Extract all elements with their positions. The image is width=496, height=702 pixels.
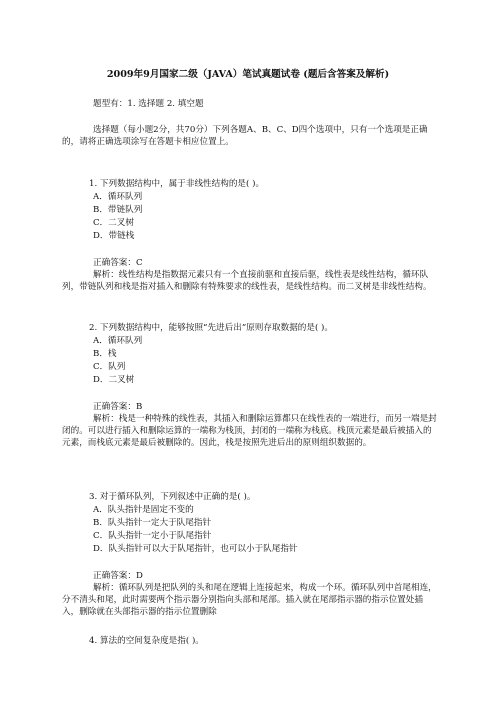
section-intro: 选择题（每小题2分，共70分）下列各题A、B、C、D四个选项中，只有一个选项是正确的，请将正确选项涂写在答题卡相应位置上。 <box>62 125 428 148</box>
question-3-option-d: D．队头指针可以大于队尾指针，也可以小于队尾指针 <box>93 544 298 554</box>
question-2-answer: 正确答案：B <box>93 402 143 412</box>
question-2-stem: 2. 下列数据结构中，能够按照“先进后出”原则存取数据的是( )。 <box>89 323 333 333</box>
question-3-explanation: 解析：循环队列是把队列的头和尾在逻辑上连接起来，构成一个环。循环队列中首尾相连，分不清头和尾，此时需要两个指示器分别指向头部和尾部。插入就在尾部指示器的指示位置处插入，删除就在头部指示器的指示位置删除 <box>62 583 437 618</box>
question-types: 题型有：1. 选择题 2. 填空题 <box>93 99 204 109</box>
question-2-option-c: C．队列 <box>93 362 126 372</box>
question-3-option-a: A．队头指针是固定不变的 <box>93 505 194 515</box>
question-3-option-b: B．队头指针一定大于队尾指针 <box>93 518 212 528</box>
question-1-answer: 正确答案：C <box>93 258 143 268</box>
question-2-option-d: D．二叉树 <box>93 375 135 385</box>
question-1-option-c: C．二叉树 <box>93 218 134 228</box>
question-1-stem: 1. 下列数据结构中，属于非线性结构的是( )。 <box>89 179 265 189</box>
question-2-option-a: A．循环队列 <box>93 336 143 346</box>
question-3-option-c: C．队头指针一定小于队尾指针 <box>93 531 212 541</box>
question-3-stem: 3. 对于循环队列，下列叙述中正确的是( )。 <box>89 492 256 502</box>
document-title: 2009年9月国家二级（JAVA）笔试真题试卷 (题后含答案及解析) <box>106 69 390 80</box>
question-1-option-d: D．带链栈 <box>93 231 135 241</box>
question-2-option-b: B．栈 <box>93 349 117 359</box>
question-1-option-b: B．带链队列 <box>93 205 143 215</box>
question-3-answer: 正确答案：D <box>93 571 143 581</box>
question-4-stem: 4. 算法的空间复杂度是指( )。 <box>89 636 204 646</box>
question-1-explanation: 解析：线性结构是指数据元素只有一个直接前驱和直接后驱，线性表是线性结构，循环队列，带链队列和栈是指对插入和删除有特殊要求的线性表，是线性结构。而二叉树是非线性结构。 <box>62 270 432 293</box>
question-2-explanation: 解析：栈是一种特殊的线性表，其插入和删除运算都只在线性表的一端进行，而另一端是封闭的。可以进行插入和删除运算的一端称为栈顶，封闭的一端称为栈底。栈顶元素是最后被插入的元素，而栈底元素是最后被删除的。因此，栈是按照先进后出的原则组织数据的。 <box>62 414 437 449</box>
question-1-option-a: A．循环队列 <box>93 192 143 202</box>
